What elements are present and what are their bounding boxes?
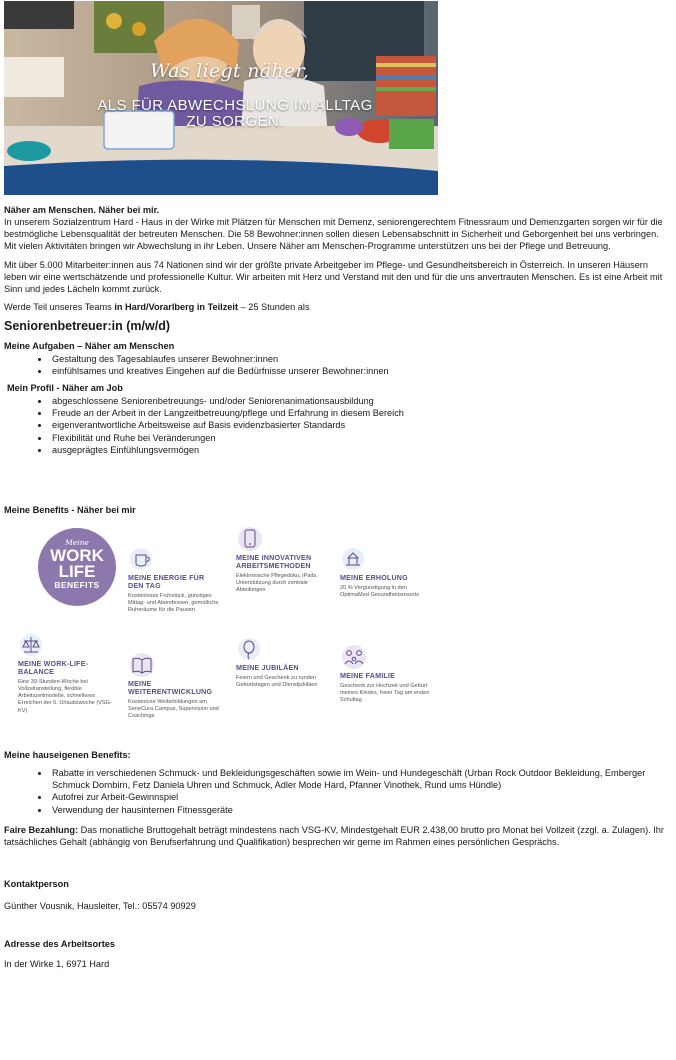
house-benefits-list xyxy=(4,767,670,816)
cup-icon xyxy=(128,546,158,572)
intro-paragraph-1: In unserem Sozialzentrum Hard - Haus in der Wirke mit Plätzen für Menschen mit Demenz, seniorengerechtem Fitnessraum und Demenzgarten sorgen wir für die bestmögliche Lebensqualität der betreuten Menschen. Die 58 Bewohner:innen sollen diesen Lebensabschnitt in Sicherheit und Geborgenheit bei uns verbringen. Mit vielen Aktivitäten bringen wir Abwechslung in ihr Leben. Unsere Näher am Menschen-Programme unterstützen uns bei der Pflege und Betreuung. xyxy=(4,217,663,252)
address-text: In der Wirke 1, 6971 Hard xyxy=(4,959,110,970)
benefit-text: Geschenk zur Hochzeit und Geburt meines Kindes, freier Tag am ersten Schultag xyxy=(340,682,430,704)
benefit-title: MEINE JUBILÄEN xyxy=(236,664,299,673)
hero-headline-script: Was liegt näher, xyxy=(150,60,310,82)
list-item: • ausgeprägtes Einfühlungsvermögen xyxy=(50,444,670,456)
benefits-graphic xyxy=(4,524,434,739)
logo-benefits: BENEFITS xyxy=(54,580,100,591)
list-item: • einfühlsames und kreatives Eingehen auf die Bedürfnisse unserer Bewohner:innen xyxy=(50,365,670,377)
salary-paragraph xyxy=(4,824,670,848)
team-sentence xyxy=(4,301,670,313)
list-item: • Autofrei zur Arbeit-Gewinnspiel xyxy=(50,791,670,803)
benefit-card-familie xyxy=(340,644,434,704)
salary-label: Faire Bezahlung: xyxy=(4,824,79,835)
job-title: Seniorenbetreuer:in (m/w/d) xyxy=(4,319,170,334)
benefit-text: 20 % Vergünstigung in den OptimaMed Gesundheitsresorts xyxy=(340,584,419,599)
address-heading: Adresse des Arbeitsortes xyxy=(4,939,115,950)
list-item: • Verwendung der hausinternen Fitnessgeräte xyxy=(50,804,670,816)
tasks-heading: Meine Aufgaben – Näher am Menschen xyxy=(4,340,175,351)
logo-meine: Meine xyxy=(65,538,89,548)
list-item: • eigenverantwortliche Arbeitsweise auf Basis evidenzbasierter Standards xyxy=(50,419,670,431)
team-pre: Werde Teil unseres Teams xyxy=(4,301,115,312)
work-life-benefits-logo xyxy=(38,528,116,606)
team-hours: – 25 Stunden als xyxy=(238,301,310,312)
benefit-card-arbeitsmethoden xyxy=(236,526,330,594)
list-item: • Rabatte in verschiedenen Schmuck- und Bekleidungsgeschäften sowie im Wein- und Hundegeschäft (Urban Rock Outdoor Bekleidung, Emberger Schmuck Dornbirn, Fetz Daniela Uhren und Schmuck, Adler Mode Hard, Pfanner Vinothek, Rund ums Hündle) xyxy=(50,767,670,791)
house-benefits-heading: Meine hauseigenen Benefits: xyxy=(4,750,131,761)
benefit-text: Elektronische Pflegedoku, iPads, Unterstützung durch zentrale Abteilungen xyxy=(236,572,318,594)
benefit-card-weiterentwicklung xyxy=(128,652,222,720)
salary-text: Das monatliche Bruttogehalt beträgt mindestens nach VSG-KV, Mindestgehalt EUR 2.438,00 brutto pro Monat bei Vollzeit (zzgl. a. Zulagen). Ihr tatsächliches Gehalt (abhängig von Berufserfahrung und Qualifikation) besprechen wir gerne im Rahmen eines persönlichen Gesprächs. xyxy=(4,824,664,847)
benefit-card-energie xyxy=(128,546,222,614)
contact-heading: Kontaktperson xyxy=(4,879,69,890)
profile-list xyxy=(4,395,670,456)
logo-work: WORK xyxy=(50,545,104,565)
benefit-text: Eine 39-Stunden-Woche bei Vollzeitanstellung, flexible Arbeitszeitmodelle, schnelleres Erreichen der 6. Urlaubswoche (VSG-KV) xyxy=(18,678,112,714)
list-item: • Gestaltung des Tagesablaufes unserer Bewohner:innen xyxy=(50,353,670,365)
logo-life: LIFE xyxy=(58,562,96,582)
job-posting xyxy=(4,204,670,971)
contact-text: Günther Vousnik, Hausleiter, Tel.: 05574 90929 xyxy=(4,901,196,912)
tasks-list xyxy=(4,353,670,377)
benefit-text: Feiern und Geschenk zu runden Geburtstagen und Dienstjubiläen xyxy=(236,674,318,689)
hero-image xyxy=(4,1,438,195)
benefit-title: MEINE ENERGIE FÜR DEN TAG xyxy=(128,574,205,590)
list-item: • Flexibilität und Ruhe bei Veränderungen xyxy=(50,432,670,444)
benefit-card-erholung xyxy=(340,546,434,599)
benefit-title: MEINE FAMILIE xyxy=(340,672,396,681)
intro-paragraph-2: Mit über 5.000 Mitarbeiter:innen aus 74 Nationen sind wir der größte private Arbeitgeber im Pflege- und Gesundheitsbereich in Österreich. In unseren Häusern leben wir eine wertschätzende und professionelle Kultur. Wir arbeiten mit Herz und Verstand mit den und für die uns anvertrauten Menschen. Es ist eine Arbeit mit Sinn und jedes Lächeln kommt zurück. xyxy=(4,259,663,294)
list-item: • abgeschlossene Seniorenbetreuungs- und/oder Seniorenanimationsausbildung xyxy=(50,395,670,407)
family-icon xyxy=(340,644,370,670)
benefit-title: MEINE WORK-LIFE-BALANCE xyxy=(18,660,89,676)
benefit-card-work-life-balance xyxy=(18,632,112,715)
book-icon xyxy=(128,652,158,678)
benefit-text: Kostenloses Frühstück, günstiges Mittag- und Abendessen, gemütliche Ruheräume für die Pausen xyxy=(128,592,219,614)
benefits-heading: Meine Benefits - Näher bei mir xyxy=(4,504,136,515)
tablet-icon xyxy=(236,526,266,552)
balloon-icon xyxy=(236,636,266,662)
benefit-card-jubilaeen xyxy=(236,636,330,689)
profile-heading: Mein Profil - Näher am Job xyxy=(7,383,123,394)
balance-icon xyxy=(18,632,48,658)
list-item: • Freude an der Arbeit in der Langzeitbetreuung/pflege und Erfahrung in diesem Bereich xyxy=(50,407,670,419)
resort-icon xyxy=(340,546,370,572)
benefit-title: MEINE ERHOLUNG xyxy=(340,574,408,583)
intro-heading: Näher am Menschen. Näher bei mir. xyxy=(4,205,160,215)
benefit-title: MEINE WEITERENTWICKLUNG xyxy=(128,680,213,696)
benefit-text: Kostenlose Weiterbildungen am SeneCura Campus, Supervision und Coachings xyxy=(128,698,219,720)
hero-headline-caps: ALS FÜR ABWECHSLUNG IM ALLTAG ZU SORGEN. xyxy=(97,97,373,131)
team-location: in Hard/Vorarlberg in Teilzeit xyxy=(114,301,239,312)
benefit-title: MEINE INNOVATIVEN ARBEITSMETHODEN xyxy=(236,554,312,570)
